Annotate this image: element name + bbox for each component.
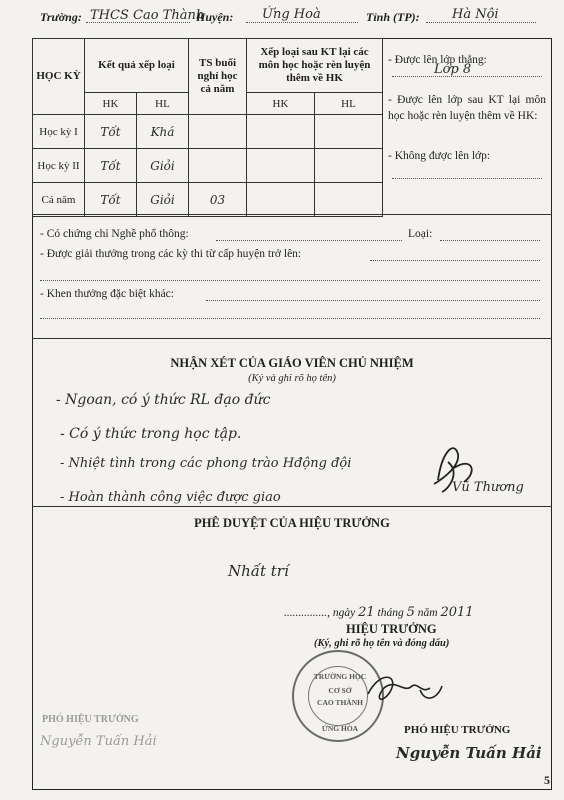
hk-cell: Tốt <box>85 115 137 149</box>
promotion-section <box>382 42 548 212</box>
sub-hl-1: HL <box>137 93 189 115</box>
ts-cell <box>189 149 247 183</box>
date-month: 5 <box>406 605 415 620</box>
teacher-section-title: NHẬN XÉT CỦA GIÁO VIÊN CHỦ NHIỆM <box>170 356 414 370</box>
cert-type-label: Loại: <box>408 228 433 240</box>
province-label: Tỉnh (TP): <box>366 10 420 24</box>
stamp-text: CƠ SỞ <box>328 686 352 695</box>
faded-deputy-name: Nguyễn Tuấn Hải <box>40 734 157 749</box>
retest-hk-cell <box>247 149 315 183</box>
col-ketqua: Kết quả xếp loại <box>85 39 189 93</box>
teacher-name: Vũ Thương <box>452 480 524 495</box>
remark-line: - Nhiệt tình trong các phong trào Hđộng đội <box>60 456 352 471</box>
retest-hk-cell <box>247 183 315 217</box>
province-value: Hà Nội <box>452 7 499 22</box>
award-label: - Được giải thưởng trong các kỳ thi từ cấp huyện trở lên: <box>40 248 302 260</box>
teacher-section-subtitle: (Ký và ghi rõ họ tên) <box>248 373 336 384</box>
remark-line: - Ngoan, có ý thức RL đạo đức <box>56 392 271 408</box>
term-cell: Cả năm <box>33 183 85 217</box>
principal-role: HIỆU TRƯỞNG <box>346 622 437 636</box>
remark-line: - Hoàn thành công việc được giao <box>60 490 281 505</box>
no-promotion-label: - Không được lên lớp: <box>388 150 491 162</box>
hk-cell: Tốt <box>85 149 137 183</box>
faded-deputy-role: PHÓ HIỆU TRƯỞNG <box>42 714 139 725</box>
hl-cell: Giỏi <box>137 183 189 217</box>
principal-comment: Nhất trí <box>228 562 289 580</box>
principal-signature <box>360 664 450 714</box>
school-value: THCS Cao Thành <box>90 8 205 23</box>
retest-hk-cell <box>247 115 315 149</box>
retest-promotion-label: - Được lên lớp sau KT lại môn học hoặc rèn luyện thêm về HK: <box>388 94 546 122</box>
grades-table <box>32 38 383 217</box>
retest-hl-cell <box>315 149 383 183</box>
school-header <box>0 7 564 30</box>
date-prefix: ..............., ngày <box>284 607 356 619</box>
ts-cell: 03 <box>189 183 247 217</box>
direct-promotion-label: - Được lên lớp thẳng: <box>388 54 487 66</box>
term-cell: Học kỳ I <box>33 115 85 149</box>
divider <box>32 214 552 215</box>
col-hocky: HỌC KỲ <box>33 39 85 115</box>
school-label: Trường: <box>40 10 82 24</box>
table-row <box>33 149 383 183</box>
special-commendation-label: - Khen thưởng đặc biệt khác: <box>40 288 174 300</box>
col-ts: TS buổi nghỉ học cả năm <box>189 39 247 115</box>
principal-role-subtitle: (Ký, ghi rõ họ tên và đóng dấu) <box>314 638 450 649</box>
sub-hk-2: HK <box>247 93 315 115</box>
term-cell: Học kỳ II <box>33 149 85 183</box>
year-label: năm <box>417 607 438 619</box>
table-row <box>33 183 383 217</box>
date-year: 2011 <box>440 605 474 620</box>
district-value: Ứng Hoà <box>262 7 321 22</box>
retest-hl-cell <box>315 183 383 217</box>
hk-cell: Tốt <box>85 183 137 217</box>
ts-cell <box>189 115 247 149</box>
hl-cell: Giỏi <box>137 149 189 183</box>
divider <box>32 338 552 339</box>
date-day: 21 <box>358 605 375 620</box>
table-row <box>33 115 383 149</box>
stamp-text: TRƯỜNG HỌC <box>313 672 367 681</box>
page-number: 5 <box>544 773 550 787</box>
district-label: Huyện: <box>196 10 234 24</box>
direct-promotion-value: Lớp 8 <box>434 62 472 77</box>
vocational-cert-label: - Có chứng chỉ Nghề phổ thông: <box>40 228 189 240</box>
deputy-role: PHÓ HIỆU TRƯỞNG <box>404 724 511 736</box>
stamp-text: ỨNG HÒA <box>321 724 359 733</box>
stamp-text: CAO THÀNH <box>317 698 363 707</box>
retest-hl-cell <box>315 115 383 149</box>
sub-hk-1: HK <box>85 93 137 115</box>
sign-date <box>284 605 474 620</box>
deputy-name: Nguyễn Tuấn Hải <box>396 744 542 762</box>
hl-cell: Khá <box>137 115 189 149</box>
principal-section-title: PHÊ DUYỆT CỦA HIỆU TRƯỞNG <box>194 516 390 530</box>
col-xeploai: Xếp loại sau KT lại các môn học hoặc rèn luyện thêm về HK <box>247 39 383 93</box>
month-label: tháng <box>377 607 404 619</box>
sub-hl-2: HL <box>315 93 383 115</box>
remark-line: - Có ý thức trong học tập. <box>60 426 242 442</box>
divider <box>32 506 552 507</box>
